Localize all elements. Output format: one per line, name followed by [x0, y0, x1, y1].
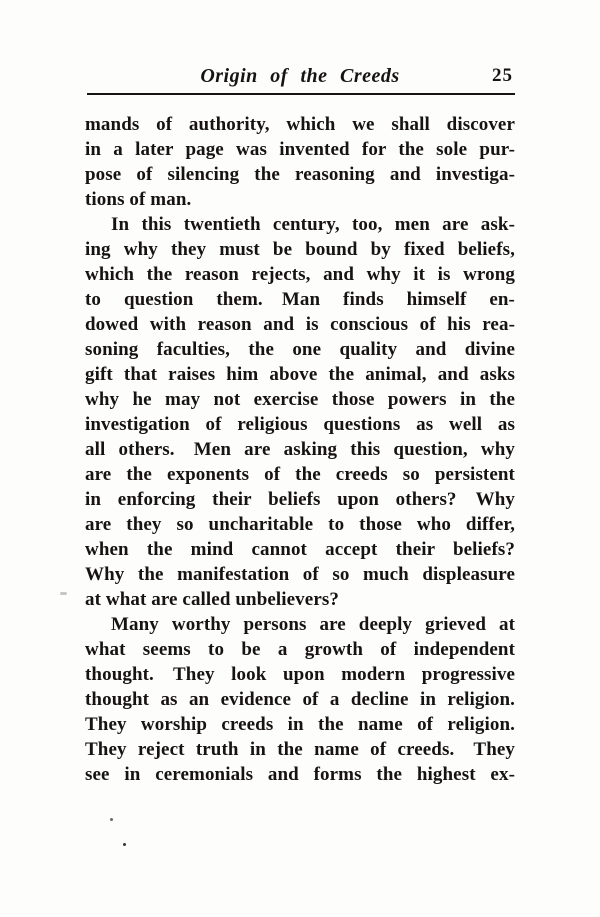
- text-line: thought as an evidence of a decline in religion.: [85, 689, 515, 710]
- text-line: mands of authority, which we shall discover: [85, 114, 515, 135]
- text-line: why he may not exercise those powers in the: [85, 389, 515, 410]
- text-line: Why the manifestation of so much displeasure: [85, 564, 515, 585]
- text-line: all others. Men are asking this question, why: [85, 439, 515, 460]
- text-line: see in ceremonials and forms the highest ex-: [85, 764, 515, 785]
- text-line: gift that raises him above the animal, and asks: [85, 364, 515, 385]
- running-head-title: Origin of the Creeds: [200, 65, 400, 87]
- header-rule: [87, 93, 515, 95]
- text-line: what seems to be a growth of independent: [85, 639, 515, 660]
- page-text: [85, 112, 515, 787]
- text-line: investigation of religious questions as well as: [85, 414, 515, 435]
- text-line: are they so uncharitable to those who differ,: [85, 514, 515, 535]
- text-line: They reject truth in the name of creeds. They: [85, 739, 515, 760]
- text-line: are the exponents of the creeds so persistent: [85, 464, 515, 485]
- text-line: tions of man.: [85, 189, 192, 210]
- text-line: when the mind cannot accept their beliefs?: [85, 539, 515, 560]
- page-number: 25: [492, 65, 513, 86]
- text-line: in enforcing their beliefs upon others? Why: [85, 489, 515, 510]
- text-line: Many worthy persons are deeply grieved at: [111, 614, 515, 635]
- text-line: In this twentieth century, too, men are ask-: [111, 214, 515, 235]
- text-line: ing why they must be bound by fixed beliefs,: [85, 239, 515, 260]
- text-line: thought. They look upon modern progressive: [85, 664, 515, 685]
- text-line: at what are called unbelievers?: [85, 589, 339, 610]
- text-line: which the reason rejects, and why it is wrong: [85, 264, 515, 285]
- scan-smudge: [60, 592, 67, 595]
- scan-speck: [123, 843, 126, 846]
- text-line: dowed with reason and is conscious of his rea-: [85, 314, 515, 335]
- text-line: pose of silencing the reasoning and investiga-: [85, 164, 515, 185]
- text-line: soning faculties, the one quality and divine: [85, 339, 515, 360]
- text-line: to question them. Man finds himself en-: [85, 289, 515, 310]
- running-head: [85, 62, 515, 90]
- text-line: in a later page was invented for the sole pur-: [85, 139, 515, 160]
- scan-speck: [110, 818, 113, 821]
- text-line: They worship creeds in the name of religion.: [85, 714, 515, 735]
